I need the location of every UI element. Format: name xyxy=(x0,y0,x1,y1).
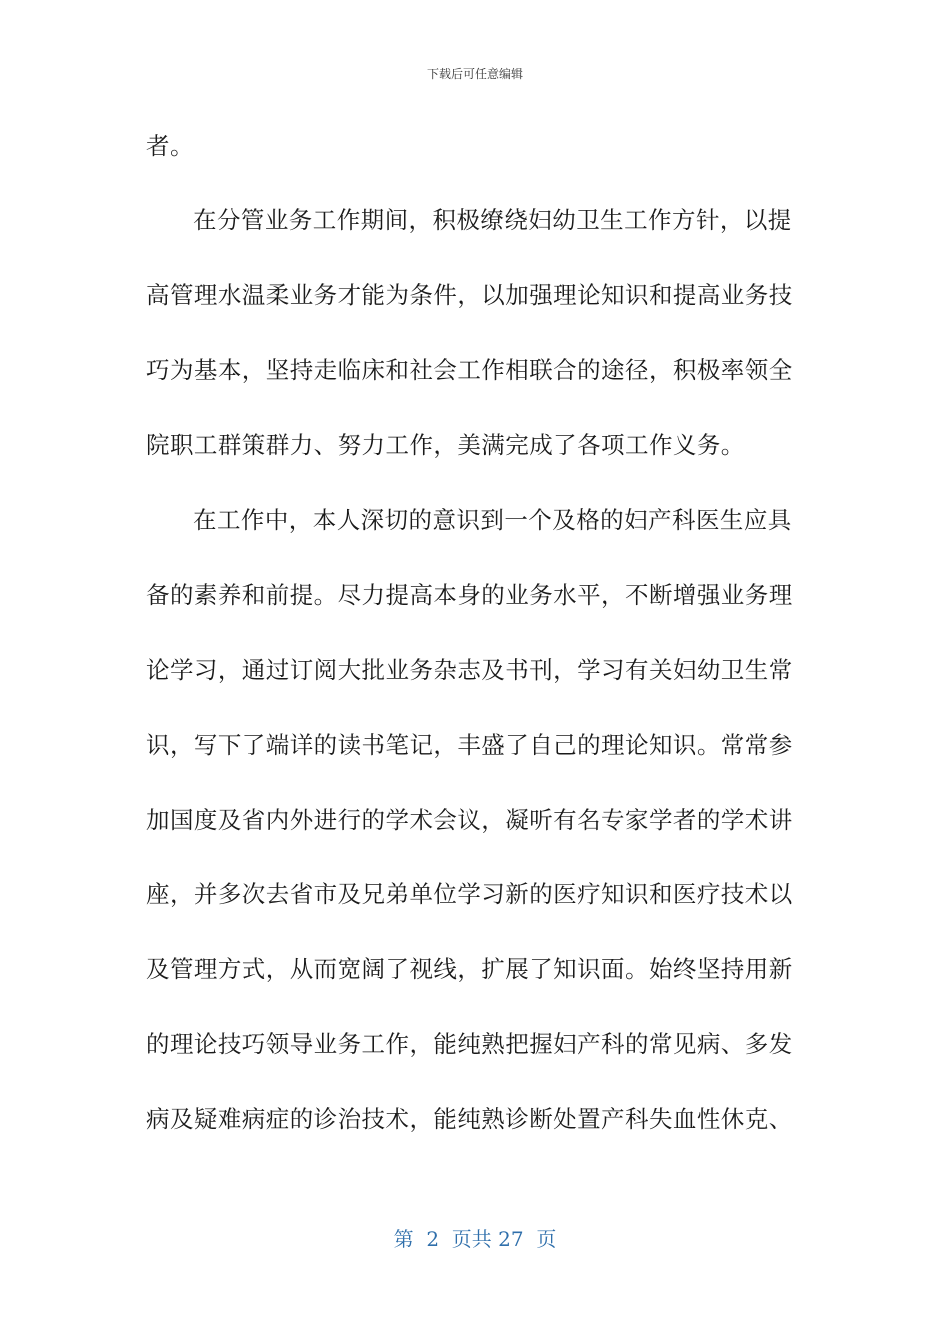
body-line-9: 识，写下了端详的读书笔记，丰盛了自己的理论知识。常常参 xyxy=(146,731,793,759)
body-line-5: 院职工群策群力、努力工作，美满完成了各项工作义务。 xyxy=(146,431,745,459)
body-line-4: 巧为基本，坚持走临床和社会工作相联合的途径，积极率领全 xyxy=(146,356,793,384)
page-footer: 第 2 页共 27 页 xyxy=(393,1227,557,1251)
body-line-3: 高管理水温柔业务才能为条件，以加强理论知识和提高业务技 xyxy=(146,281,793,309)
body-line-14: 病及疑难病症的诊治技术，能纯熟诊断处置产科失血性休克、 xyxy=(146,1105,793,1133)
body-line-1: 者。 xyxy=(146,132,194,160)
body-line-2: 在分管业务工作期间，积极缭绕妇幼卫生工作方针，以提 xyxy=(193,206,792,234)
body-line-6: 在工作中，本人深切的意识到一个及格的妇产科医生应具 xyxy=(193,506,792,534)
body-line-13: 的理论技巧领导业务工作，能纯熟把握妇产科的常见病、多发 xyxy=(146,1030,793,1058)
body-line-8: 论学习，通过订阅大批业务杂志及书刊，学习有关妇幼卫生常 xyxy=(146,656,793,684)
body-line-11: 座，并多次去省市及兄弟单位学习新的医疗知识和医疗技术以 xyxy=(146,880,793,908)
body-line-12: 及管理方式，从而宽阔了视线，扩展了知识面。始终坚持用新 xyxy=(146,955,793,983)
page-header: 下载后可任意编辑 xyxy=(426,67,523,81)
body-line-10: 加国度及省内外进行的学术会议，凝听有名专家学者的学术讲 xyxy=(146,806,793,834)
body-line-7: 备的素养和前提。尽力提高本身的业务水平，不断增强业务理 xyxy=(146,581,793,609)
